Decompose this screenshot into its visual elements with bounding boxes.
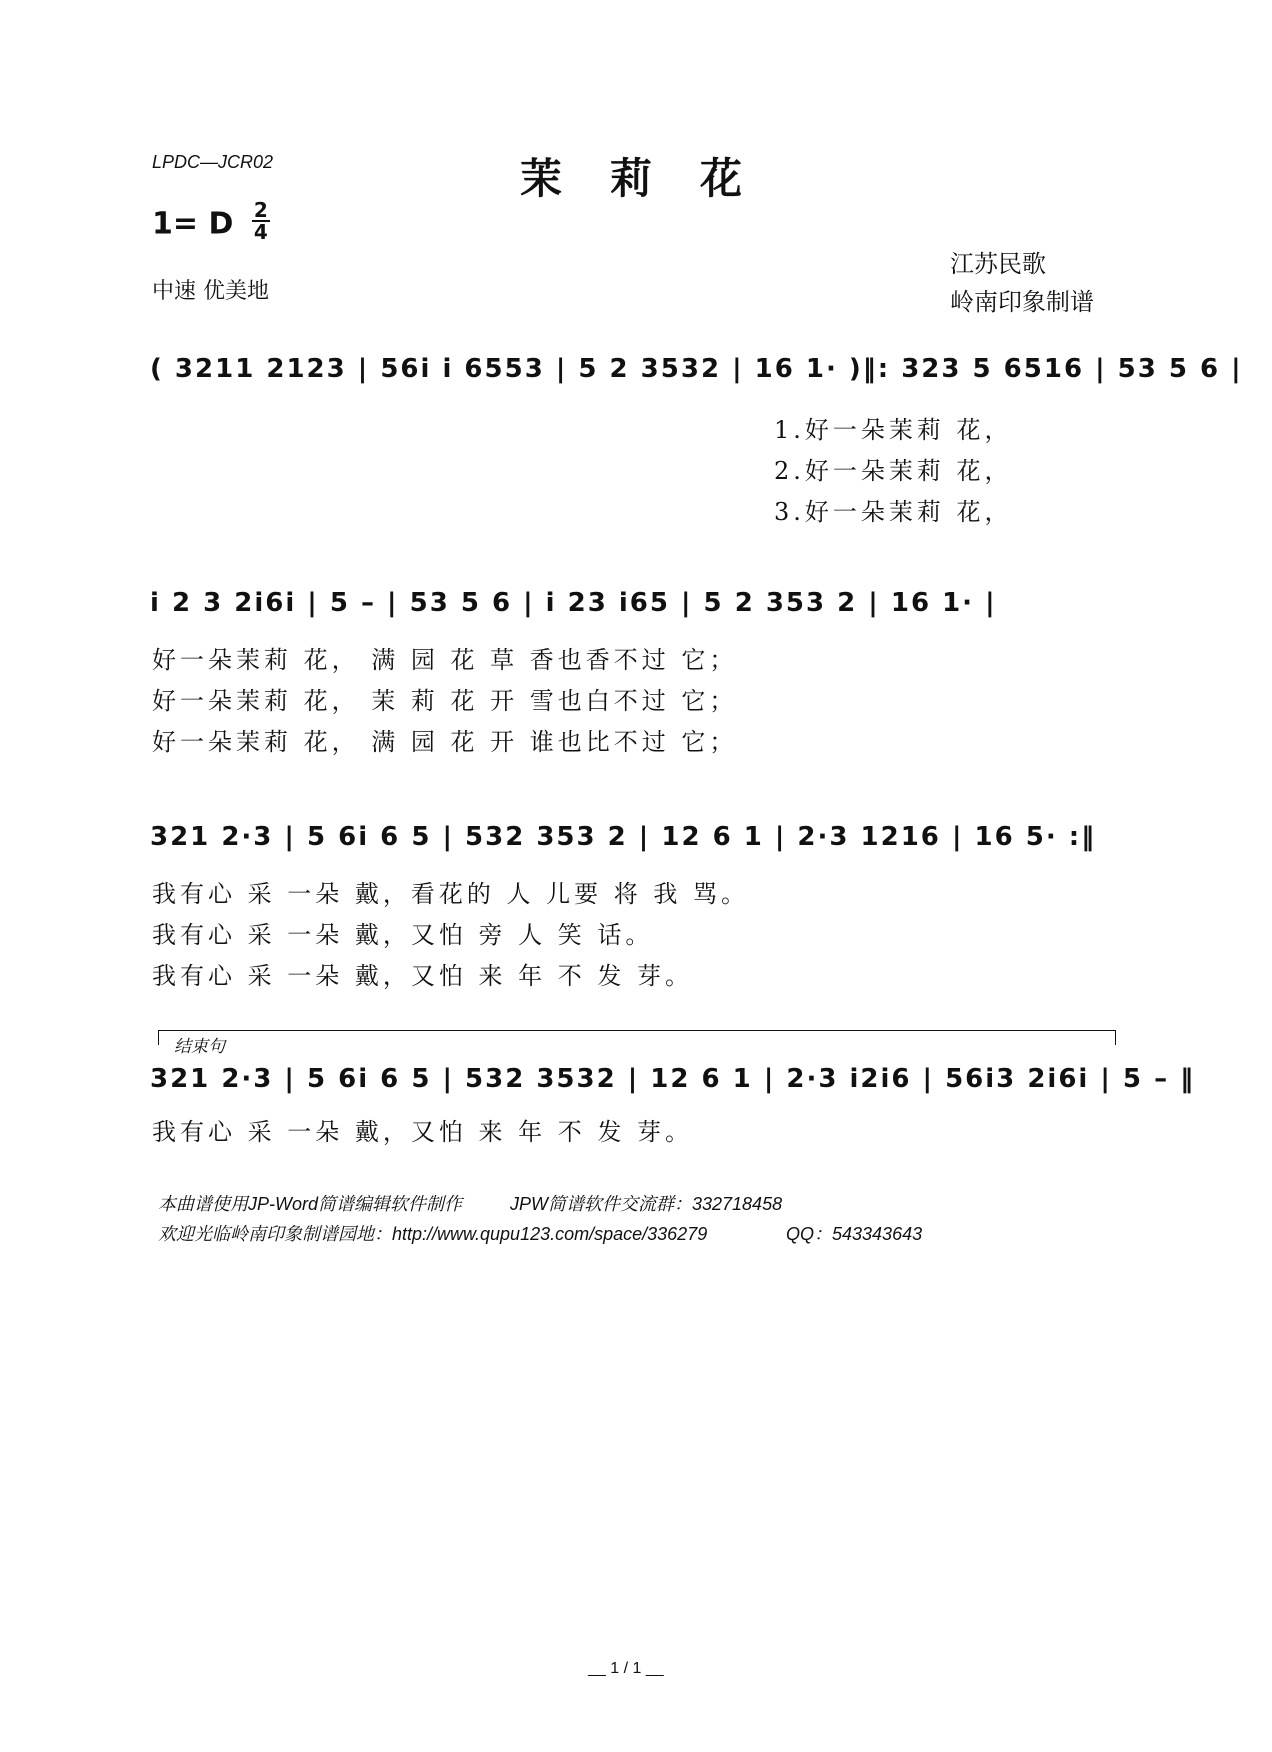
score-code: LPDC—JCR02 xyxy=(152,152,274,172)
key-signature xyxy=(152,198,270,246)
meter-bottom: 4 xyxy=(253,220,268,244)
notation-line-2: i 2 3 2i6i | 5 – | 53 5 6 | i 23 i65 | 5 2 353 2 | 16 1· | xyxy=(150,588,997,618)
footer-software: 本曲谱使用JP-Word简谱编辑软件制作 xyxy=(158,1194,463,1214)
lyric-verse-2-line-3: 我有心 采 一朵 戴，又怕 旁 人 笑 话。 xyxy=(152,921,654,949)
lyric-verse-1-line-1: 1.好一朵茉莉 花， xyxy=(774,416,1013,444)
notation-line-3: 321 2·3 | 5 6i 6 5 | 532 353 2 | 12 6 1 | 2·3 1216 | 16 5· :‖ xyxy=(150,822,1097,852)
page-number: __ 1 / 1 __ xyxy=(588,1660,664,1677)
lyric-verse-2-line-2: 好一朵茉莉 花， 茉 莉 花 开 雪也白不过 它； xyxy=(152,687,738,715)
key-label: 1= D xyxy=(152,206,234,242)
notation-line-1: ( 3211 2123 | 56i i 6553 | 5 2 3532 | 16 1· )‖: 323 5 6516 | 53 5 6 | xyxy=(150,354,1243,384)
lyric-verse-3-line-3: 我有心 采 一朵 戴，又怕 来 年 不 发 芽。 xyxy=(152,962,694,990)
lyric-verse-3-line-2: 好一朵茉莉 花， 满 园 花 开 谁也比不过 它； xyxy=(152,728,738,756)
lyric-verse-3-line-1: 3.好一朵茉莉 花， xyxy=(774,498,1013,526)
lyric-verse-1-line-3: 我有心 采 一朵 戴，看花的 人 儿要 将 我 骂。 xyxy=(152,880,750,908)
notation-line-ending: 321 2·3 | 5 6i 6 5 | 532 3532 | 12 6 1 | 2·3 i2i6 | 56i3 2i6i | 5 – ‖ xyxy=(150,1064,1196,1094)
lyric-ending: 我有心 采 一朵 戴，又怕 来 年 不 发 芽。 xyxy=(152,1118,694,1146)
footer-qq: QQ：543343643 xyxy=(786,1224,923,1244)
meter-top: 2 xyxy=(253,198,268,222)
ending-bracket xyxy=(158,1030,1116,1045)
footer-group: JPW简谱软件交流群：332718458 xyxy=(510,1194,783,1214)
footer-website: 欢迎光临岭南印象制谱园地：http://www.qupu123.com/space/336279 xyxy=(158,1224,708,1244)
lyric-verse-2-line-1: 2.好一朵茉莉 花， xyxy=(774,457,1013,485)
song-title: 茉莉花 xyxy=(520,154,791,203)
arranger-credit: 岭南印象制谱 xyxy=(950,288,1094,316)
lyric-verse-1-line-2: 好一朵茉莉 花， 满 园 花 草 香也香不过 它； xyxy=(152,646,738,674)
time-signature xyxy=(252,200,270,242)
ending-label: 结束句 xyxy=(174,1037,225,1056)
tempo-marking: 中速 优美地 xyxy=(152,279,269,304)
song-origin: 江苏民歌 xyxy=(950,250,1046,278)
